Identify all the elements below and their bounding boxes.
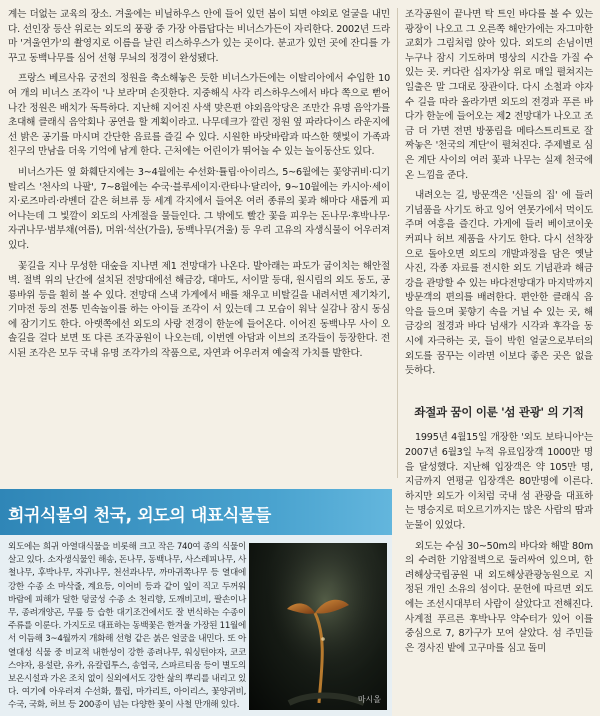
feature-text: 외도에는 희귀 아열대식물을 비롯해 크고 작은 740여 종의 식물이 살고 있다. 소자생식물인 해송, 돈나무, 동백나무, 사스레피나무, 사철나무, 후박나무, 자귀나무, 천선과나무, 까마귀쪽나무 등 열대에 강한 수종 소 마삭줄, 계요등, 이어비 등과 같이 잎이 직고 두꺼워 바람에 피해가 덜한 덩굴성 수종 소 천리향, 도깨비고비, 팔손이나무, 종려개양곤, 무릎 등 습한 대기조건에서도 잘 번식하는 수종이 주류를 이룬다. 가지도로 대표하는 동백꽃은 한겨울 가장된 11월에서 이듬해 3~4월까지 개화해 선형 같은 붉은 얼굴을 내민다. 또 아열대성 식물 중 비교적 내한성이 강한 종려나무, 워싱턴야자, 코코스야자, 용설란, 유카, 유칼립투스, 송엽국, 스파르티움 등이 별도의 보온시설과 가온 조치 없이 실외에서도 강한 삶의 뿌리를 내리고 있다. 여기에 아우러져 수선화, 튤립, 마가리트, 아이리스, 꽃양귀비, 수국, 국화, 허브 등 200종이 넘는 다양한 꽃이 사철 만개해 있다. <box>8 542 246 711</box>
left-article-column <box>8 8 390 362</box>
feature-box <box>0 535 392 716</box>
photo-credit: 마시올 <box>357 695 381 704</box>
article-paragraph: 1995년 4월15일 개장한 '외도 보타니아'는 2007년 6월3일 누적 유료입장객 1000만 명을 달성했다. 지난해 입장객은 약 105만 명, 지금까지 연평균 입장객은 80만명에 이른다. 하지만 외도가 이처럼 국내 섬 관광을 대표하는 명승지로 떠오르기까지는 많은 사람의 땀과 눈물이 있었다. <box>405 432 593 531</box>
column-divider <box>397 8 398 478</box>
feature-title: 희귀식물의 천국, 외도의 대표식물들 <box>8 506 271 526</box>
seedling-photo <box>249 543 387 710</box>
article-paragraph: 프랑스 베르사유 궁전의 정원을 축소해놓은 듯한 비너스가든에는 이탈리아에서 수입한 10여 개의 비너스 조각이 '나 보라'며 손짓한다. 지중해식 사각 리스하우스에서 바다 쪽으로 뻗어나간 정원은 배치가 독특하다. 지난해 지어진 사색 맞은편 야외음악당은 조만간 유명 음악가를 초대해 클래식 음악회나 공연을 할 계획이라고. 나무데크가 깔린 정원 옆 파라다이스 라운지에선 밝은 공기를 마시며 간단한 음료를 즐길 수 있다. 시원한 바닷바람과 따스한 햇빛이 가족과 친구의 만남을 더욱 기억에 남게 한다. 근처에는 어린이가 뛰어놀 수 있는 놀이동산도 있다. <box>8 73 390 158</box>
article-paragraph: 조각공원이 끝나면 탁 트인 바다를 볼 수 있는 광장이 나오고 그 오른쪽 해안가에는 자그마한 교회가 그림처럼 앉아 있다. 외도의 손님이면 누구나 잠시 기도하며 명상의 시간을 가질 수 있는 곳. 커다란 십자가상 위로 매일 펼쳐지는 일출은 말 그대로 장관이다. 다시 소철과 야자수 길을 따라 올라가면 외도의 전경과 푸른 바다가 한눈에 들어오는 제2 전망대가 나오고 조금 더 가면 전면 방풍림을 메타스트리트로 잘 짜놓은 '천국의 계단'이 펼쳐진다. 주제별로 심은 계단 사이의 여러 꽃과 나무는 실제 천국에 온 느낌을 준다. <box>405 9 593 181</box>
article-paragraph: 내려오는 길, 방문객은 '신들의 집' 에 들러 기념품을 사기도 하고 잉어 연못가에서 먹이도 주며 여흥을 즐긴다. 가게에 들러 베이코이웃 커피나 허브 제품을 사기도 한다. 다시 선착장으로 돌아오면 외도의 개발과정을 담은 옛날 사진, 각종 자료를 전시한 외도 기념관과 해금강을 관망할 수 있는 바다전망대가 마지막까지 방문객의 편의를 배려한다. 편안한 클래식 음악을 들으며 꽃향기 속을 거닐 수 있는 곳, 해금강의 절경과 바다 넘새가 시각과 후각을 동시에 자극하는 곳, 들이 박힌 얼굴으로부터의 외도를 꿈꾸는 이라면 이보다 좋은 곳은 없을 듯하다. <box>405 190 593 377</box>
article-paragraph: 비너스가든 옆 화훼단지에는 3~4월에는 수선화·튤립·아이리스, 5~6월에는 꽃양귀비·디기탈리스 '천사의 나팔', 7~8월에는 수국·블루세이지·란타나·달리아, 9~10월에는 카시아·세이지·로즈마리·라벤더 같은 허브류 등 세계 각지에서 들여온 여러 종류의 꽃과 해마다 새롭게 피어나는데 그 빛깔이 외도의 사계절을 물들인다. 그 밖에도 빨간 꽃을 피우는 돈나무·후박나무·자귀나무·범부채(여름), 머위·석산(가을), 동백나무(겨울) 등 우리 고유의 자생식물이 어우러져 있다. <box>8 166 390 251</box>
article-paragraph: 계는 더없는 교육의 장소. 겨울에는 비닐하우스 안에 들어 있던 봄이 되면 야외로 얼굴을 내민다. 선인장 등산 위로는 외도의 풍광 중 가장 아름답다는 비너스가든이 자리한다. 2002년 드라마 '겨울연가'의 촬영지로 이름을 날린 리스하우스가 있는 곳이다. 분교가 있던 곳에 잔디를 가꾸고 동백나무를 심어 선형 무늬의 정경이 완성됐다. <box>8 9 390 64</box>
article-paragraph: 꽃길을 지나 무성한 대숲을 지나면 제1 전망대가 나온다. 발아래는 파도가 굽이치는 해안절벽. 절벽 위의 난간에 설치된 전망대에선 해금강, 대마도, 서이말 등대, 원시림의 외도 동도, 공룡바위 등을 훤히 볼 수 있다. 전망대 스낵 가게에서 배를 채우고 비탈길을 내려서면 제기차기, 기마전 등의 전통 민속놀이를 하는 아이들 조각이 서 있는데 그 모습이 워낙 실감나 잠시 동심에 잠기기도 한다. 아랫쪽에선 외도의 사랑 전경이 한눈에 들어온다. 이어진 동백나무 사이 오솔길을 걸다 보면 또 다른 조각공원이 나오는데, 이번엔 아담과 이브의 조각들이 등장한다. 전시된 조각은 모두 국내 유명 조각가의 작품으로, 자연과 어우러져 예술적 가치를 발한다. <box>8 260 390 360</box>
article-paragraph: 외도는 수심 30~50m의 바다와 해발 80m의 수려한 기암절벽으로 둘러싸여 있으며, 한려해상국립공원 내 외도해상관광농원으로 지정된 개인 소유의 섬이다. 문헌에 따르면 외도에는 조선시대부터 사람이 살았다고 전해진다. 사계절 푸르른 후박나무 약수터가 있어 이를 중심으로 7, 8가구가 모여 살았다. 섬 주민들은 경사진 밭에 고구마를 심고 돌미 <box>405 540 593 654</box>
feature-banner <box>0 489 392 535</box>
right-article-column <box>405 8 593 656</box>
section-subheading: 좌절과 꿈이 이룬 '섬 관광' 의 기적 <box>414 404 584 419</box>
seedling-illustration <box>249 543 387 710</box>
